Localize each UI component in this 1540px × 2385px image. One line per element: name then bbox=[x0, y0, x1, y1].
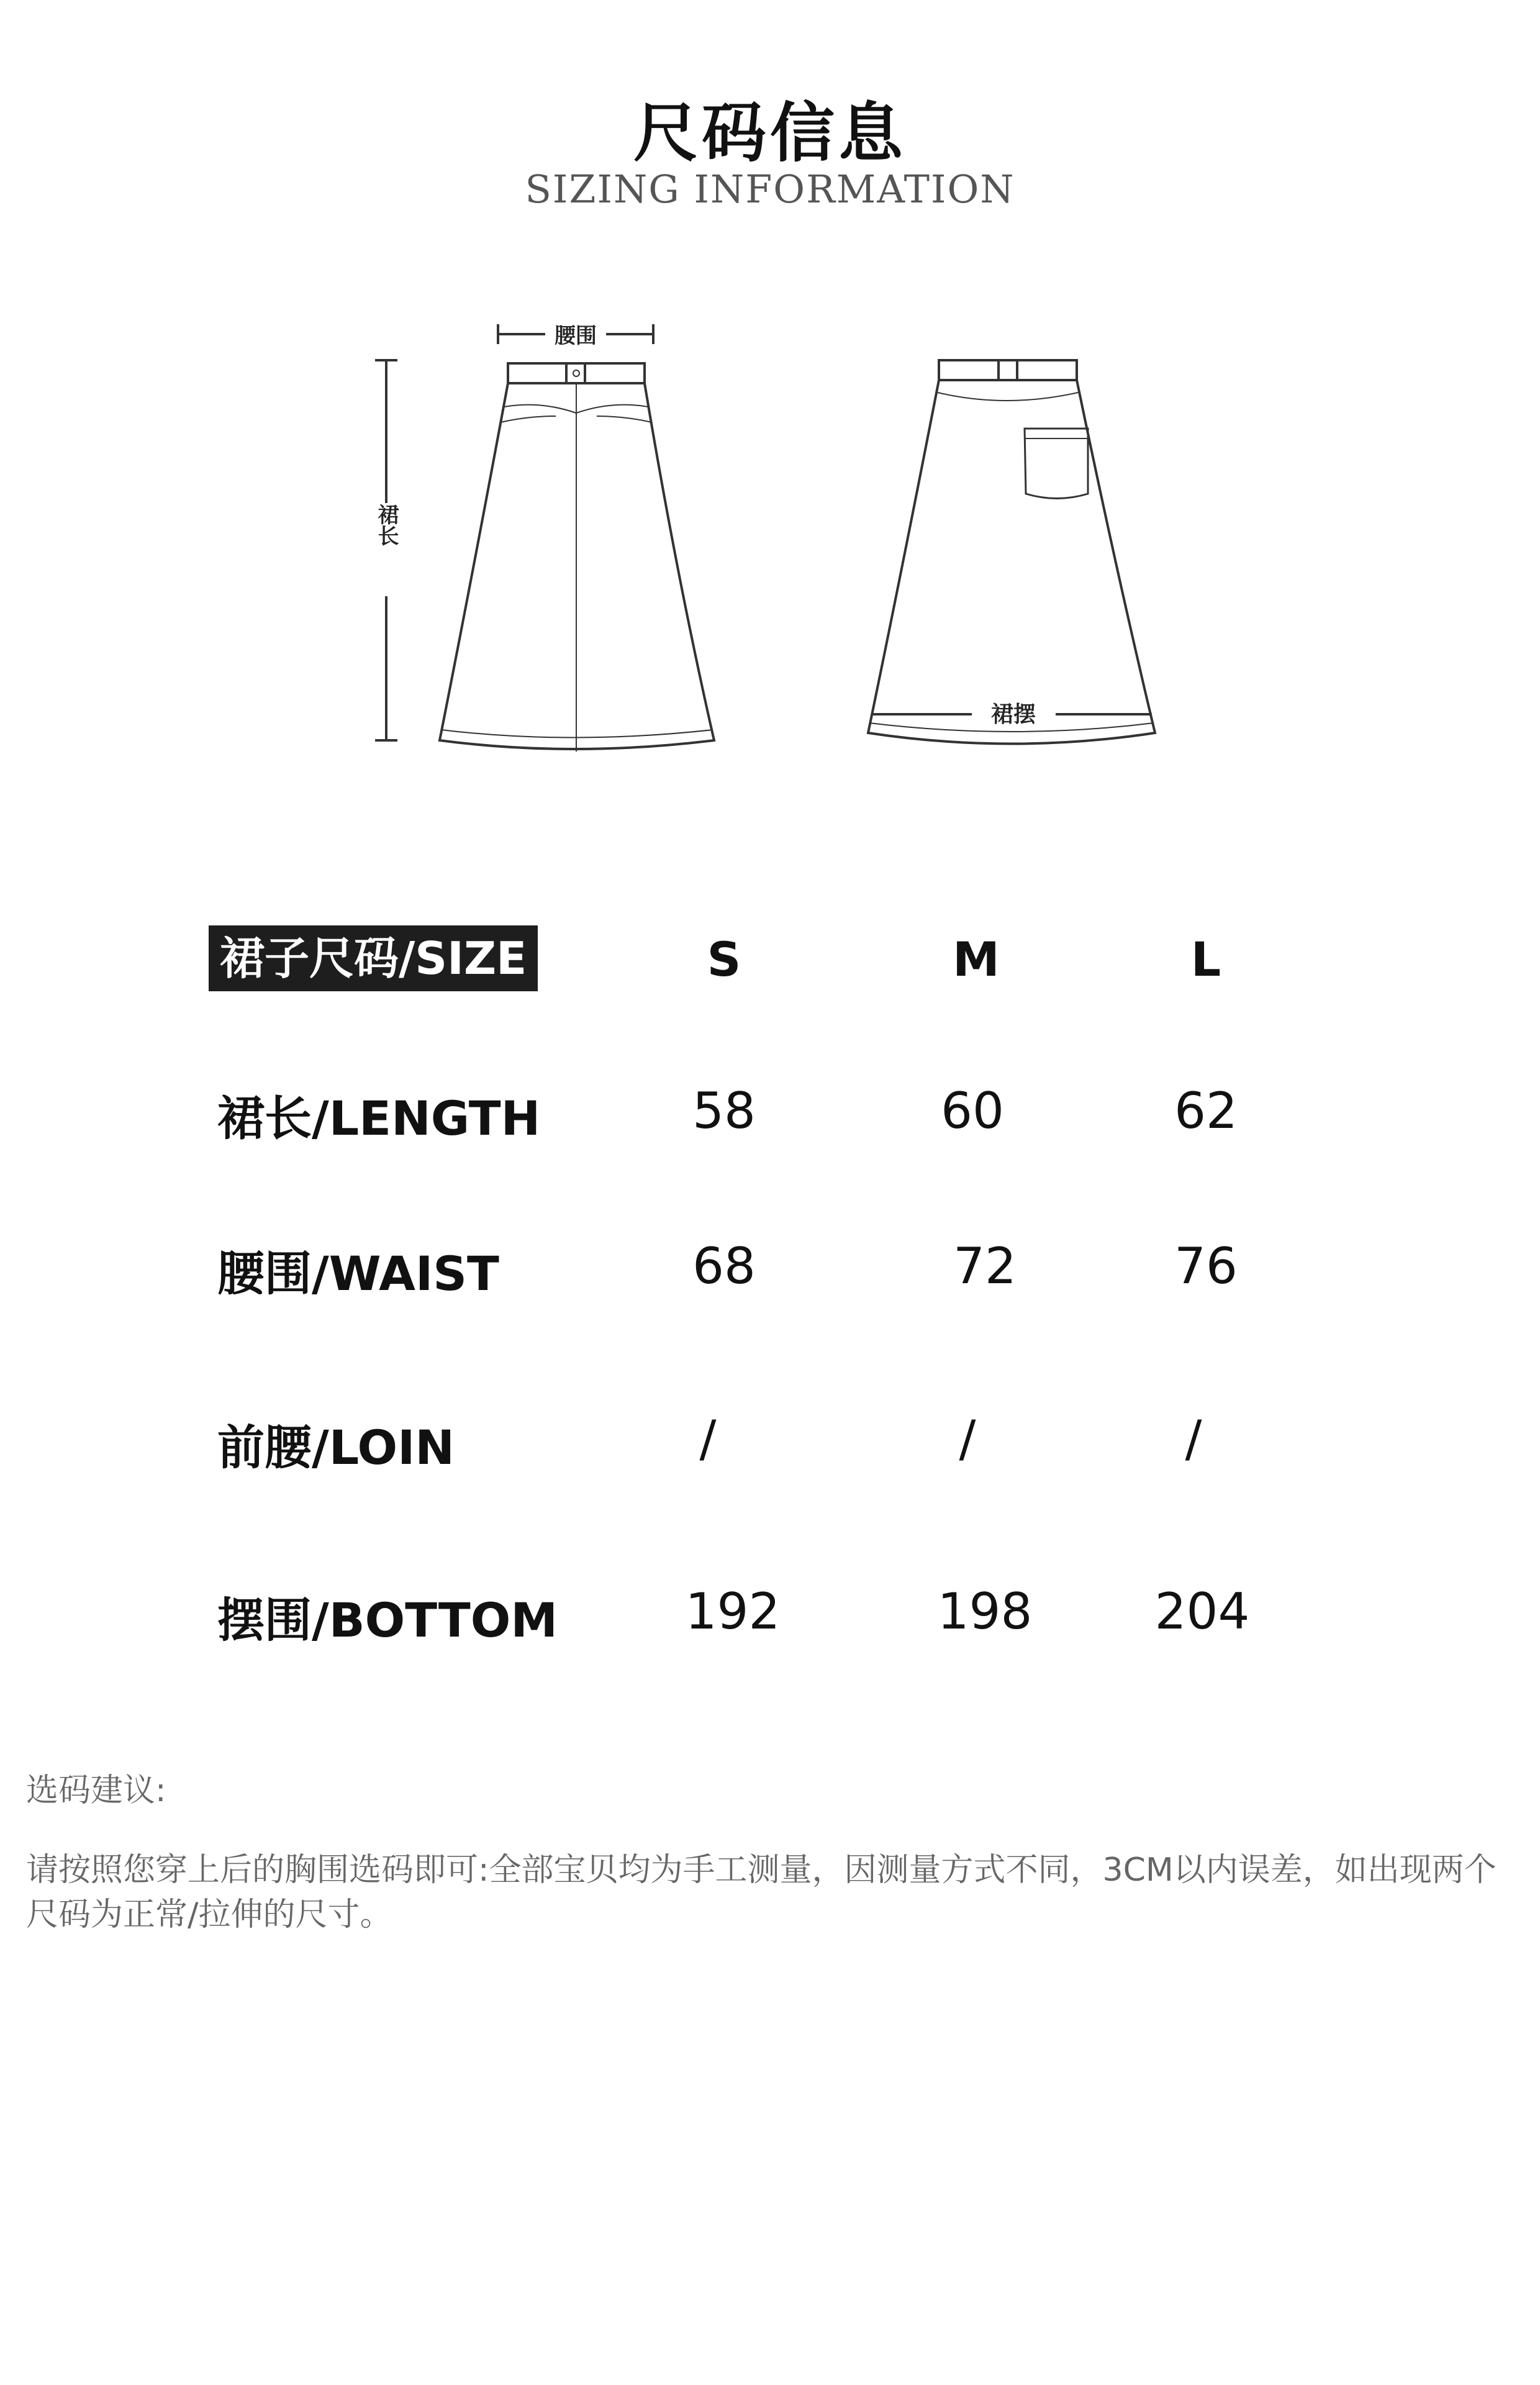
row-label-bottom: 摆围/BOTTOM bbox=[217, 1592, 558, 1648]
length-measure-line bbox=[375, 360, 397, 740]
cell-waist-l: 76 bbox=[1174, 1237, 1238, 1295]
cell-length-l: 62 bbox=[1174, 1082, 1238, 1140]
skirt-front-illustration bbox=[440, 363, 714, 752]
skirt-back-illustration bbox=[868, 360, 1155, 744]
hem-label: 裙摆 bbox=[990, 702, 1036, 727]
cell-loin-m: / bbox=[959, 1410, 976, 1468]
row-label-waist: 腰围/WAIST bbox=[217, 1246, 499, 1301]
cell-bottom-m: 198 bbox=[937, 1583, 1033, 1640]
page-title: 尺码信息 bbox=[633, 95, 907, 171]
length-label: 裙长 bbox=[374, 504, 399, 546]
size-col-l: L bbox=[1190, 932, 1221, 987]
cell-loin-s: / bbox=[699, 1410, 717, 1468]
row-label-length: 裙长/LENGTH bbox=[217, 1091, 541, 1146]
advice-title: 选码建议: bbox=[26, 1772, 166, 1809]
cell-loin-l: / bbox=[1185, 1410, 1202, 1468]
row-label-loin: 前腰/LOIN bbox=[217, 1420, 455, 1475]
skirt-diagram bbox=[0, 298, 1540, 795]
cell-length-m: 60 bbox=[941, 1082, 1004, 1140]
size-header-label: 裙子尺码/SIZE bbox=[209, 925, 538, 991]
cell-waist-s: 68 bbox=[692, 1237, 756, 1295]
cell-length-s: 58 bbox=[692, 1082, 756, 1140]
advice-text: 请按照您穿上后的胸围选码即可:全部宝贝均为手工测量，因测量方式不同，3CM以内误差，如出现两个尺码为正常/拉伸的尺寸。 bbox=[26, 1851, 1497, 1933]
size-col-m: M bbox=[953, 932, 1000, 987]
waist-label: 腰围 bbox=[555, 324, 597, 348]
cell-bottom-s: 192 bbox=[685, 1583, 781, 1640]
cell-bottom-l: 204 bbox=[1154, 1583, 1250, 1640]
cell-waist-m: 72 bbox=[953, 1237, 1017, 1295]
size-col-s: S bbox=[707, 932, 741, 987]
page-subtitle: SIZING INFORMATION bbox=[525, 166, 1015, 212]
